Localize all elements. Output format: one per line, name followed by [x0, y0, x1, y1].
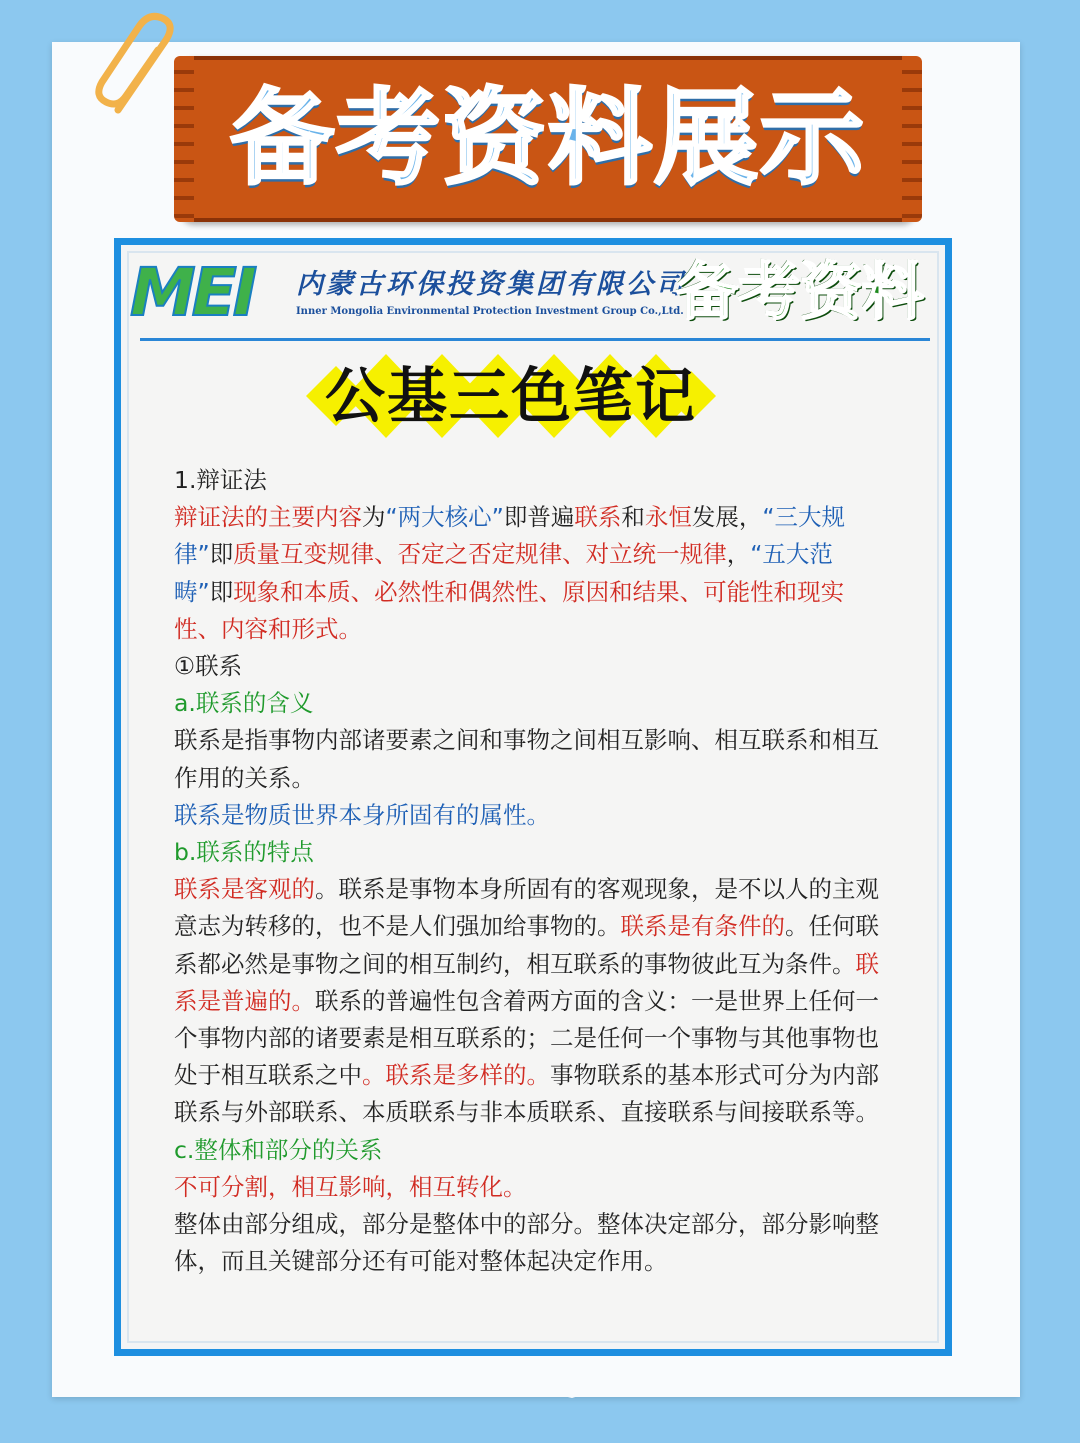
dialectics-summary-run: 和: [621, 503, 645, 532]
meaning-highlight: 联系是物质世界本身所固有的属性。: [174, 800, 550, 829]
dialectics-summary-run: ，: [726, 540, 751, 569]
dialectics-summary-run: 即: [209, 540, 234, 569]
company-logo: MEI: [130, 254, 254, 331]
whole-part-highlight: 不可分割，相互影响，相互转化。: [174, 1172, 527, 1201]
point-title-whole-part: c.整体和部分的关系: [174, 1135, 383, 1164]
note-title: 公基三色笔记: [325, 362, 697, 432]
dialectics-summary-run: “两大核心”: [385, 503, 504, 532]
features-run: 事物联系的基本形式可分为内部联系与外部联系、本质联系与非本质联系、直接联系与间接联系等。: [174, 1061, 879, 1127]
header-divider: [140, 338, 930, 341]
features-run: 。联系是事物本身所固有的客观现象，是不以人的主观意志为转移的，也不是人们强加给事物的。: [174, 875, 879, 941]
title-banner: [180, 56, 916, 222]
dialectics-summary-run: 发展，: [691, 503, 763, 532]
dialectics-summary-run: 辩证法的主要内容: [174, 503, 362, 532]
features-run: 联系是普遍的。: [174, 949, 879, 1015]
whole-part-paragraph: 整体由部分组成，部分是整体中的部分。整体决定部分，部分影响整体，而且关键部分还有可能对整体起决定作用。: [174, 1210, 879, 1276]
note-title-block: [306, 346, 716, 446]
dialectics-summary-run: 质量互变规律、否定之否定规律、对立统一规律: [233, 540, 727, 569]
banner-title: 备考资料展示: [229, 77, 866, 199]
dialectics-summary-run: 现象和本质、必然性和偶然性、原因和结果、可能性和现实性、内容和形式。: [174, 577, 845, 643]
features-run: 联系是有条件的: [620, 912, 785, 941]
point-title-meaning: a.联系的含义: [174, 689, 314, 718]
features-paragraph: [174, 871, 886, 1131]
notes-body: [174, 462, 886, 1280]
subsection-heading-connection: ①联系: [174, 652, 243, 681]
dialectics-summary-run: 即普遍: [503, 503, 575, 532]
company-name-en: Inner Mongolia Environmental Protection Investment Group Co.,Ltd.: [296, 306, 684, 317]
dialectics-summary-paragraph: [174, 499, 886, 648]
dialectics-summary-run: 永恒: [644, 503, 692, 532]
features-run: 联系是客观的: [174, 875, 315, 904]
dialectics-summary-run: 联系: [574, 503, 622, 532]
features-run: 联系的普遍性包含着两方面的含义：一是世界上任何一个事物内部的诸要素是相互联系的；二是任何一个事物与其他事物也处于相互联系之中: [174, 986, 879, 1090]
torn-paper-edge: [52, 1356, 1020, 1416]
dialectics-summary-run: “三大规律”: [174, 503, 846, 569]
company-name-cn: 内蒙古环保投资集团有限公司: [296, 269, 686, 300]
features-run: 。任何联系都必然是事物之间的相互制约，相互联系的事物彼此互为条件。: [174, 912, 879, 978]
dialectics-summary-run: 即: [209, 577, 234, 606]
dialectics-summary-run: 为: [362, 503, 386, 532]
dialectics-summary-run: “五大范畴”: [174, 540, 833, 606]
materials-badge: 备考资料: [676, 255, 925, 328]
meaning-paragraph: 联系是指事物内部诸要素之间和事物之间相互影响、相互联系和相互作用的关系。: [174, 726, 879, 792]
features-run: 。联系是多样的。: [362, 1061, 550, 1090]
header-logo-row: [130, 250, 930, 342]
section-heading-dialectics: 1.辩证法: [174, 466, 267, 494]
point-title-features: b.联系的特点: [174, 838, 314, 867]
